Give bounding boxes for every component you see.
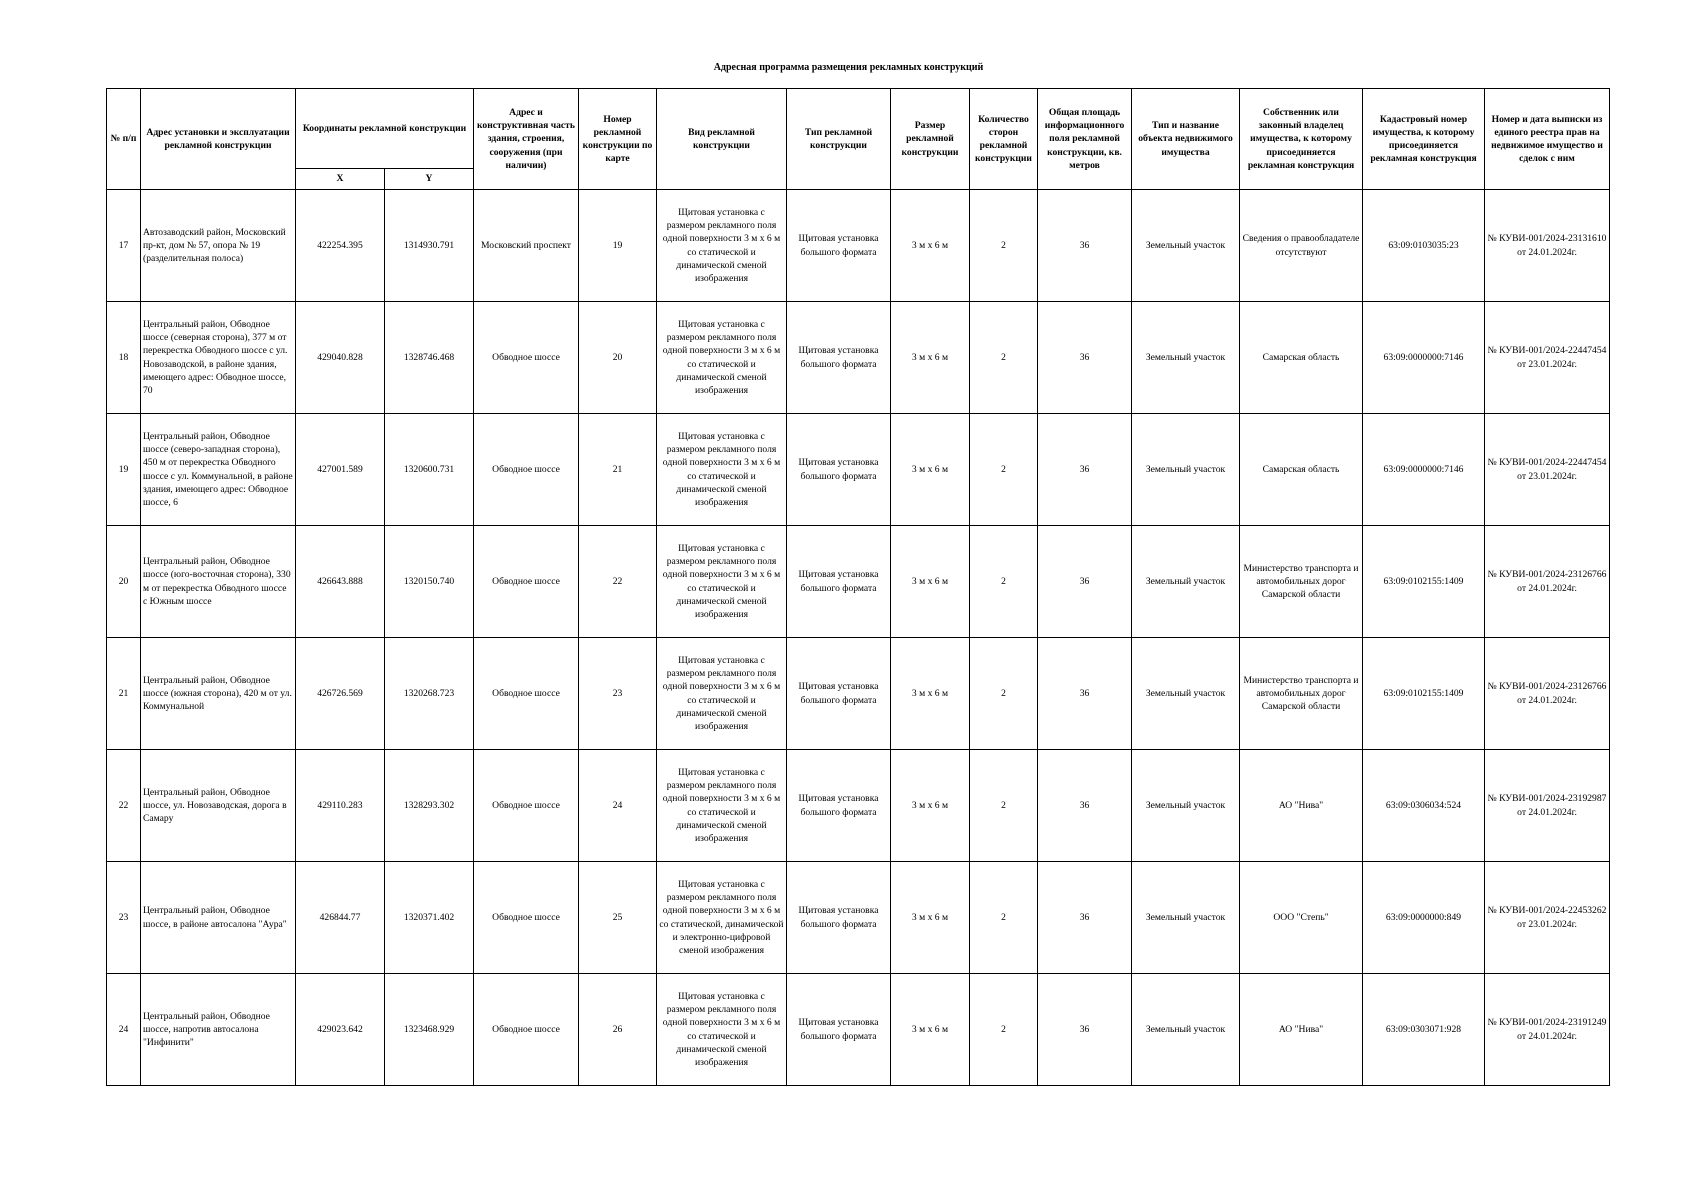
table-row (107, 862, 1610, 974)
cell-extract: № КУВИ-001/2024-22447454 от 23.01.2024г. (1485, 414, 1610, 526)
header-area: Общая площадь информационного поля рекламной конструкции, кв. метров (1038, 89, 1132, 190)
table-body (107, 190, 1610, 1086)
cell-type: Щитовая установка большого формата (787, 750, 891, 862)
cell-y: 1328293.302 (385, 750, 474, 862)
cell-y: 1320150.740 (385, 526, 474, 638)
cell-address: Центральный район, Обводное шоссе (северо-западная сторона), 450 м от перекрестка Обводного шоссе с ул. Коммунальной, в районе здания, имеющего адрес: Обводное шоссе, 6 (141, 414, 296, 526)
cell-address: Центральный район, Обводное шоссе (юго-восточная сторона), 330 м от перекрестка Обводного шоссе с Южным шоссе (141, 526, 296, 638)
cell-num: 21 (107, 638, 141, 750)
header-map-number: Номер рекламной конструкции по карте (579, 89, 657, 190)
cell-type: Щитовая установка большого формата (787, 302, 891, 414)
cell-y: 1314930.791 (385, 190, 474, 302)
cell-extract: № КУВИ-001/2024-22447454 от 23.01.2024г. (1485, 302, 1610, 414)
cell-kind: Щитовая установка с размером рекламного поля одной поверхности 3 м х 6 м со статической и динамической сменой изображения (657, 974, 787, 1086)
header-sides: Количество сторон рекламной конструкции (970, 89, 1038, 190)
header-num: № п/п (107, 89, 141, 190)
cell-y: 1328746.468 (385, 302, 474, 414)
cell-property: Земельный участок (1132, 526, 1240, 638)
cell-map-number: 22 (579, 526, 657, 638)
cell-extract: № КУВИ-001/2024-23126766 от 24.01.2024г. (1485, 526, 1610, 638)
cell-size: 3 м х 6 м (891, 190, 970, 302)
cell-type: Щитовая установка большого формата (787, 414, 891, 526)
cell-size: 3 м х 6 м (891, 526, 970, 638)
table-row (107, 526, 1610, 638)
cell-address: Автозаводский район, Московский пр-кт, дом № 57, опора № 19 (разделительная полоса) (141, 190, 296, 302)
cell-type: Щитовая установка большого формата (787, 862, 891, 974)
cell-area: 36 (1038, 974, 1132, 1086)
cell-size: 3 м х 6 м (891, 750, 970, 862)
cell-building: Обводное шоссе (474, 302, 579, 414)
cell-owner: Министерство транспорта и автомобильных дорог Самарской области (1240, 638, 1363, 750)
cell-num: 20 (107, 526, 141, 638)
cell-property: Земельный участок (1132, 974, 1240, 1086)
cell-extract: № КУВИ-001/2024-23191249 от 24.01.2024г. (1485, 974, 1610, 1086)
cell-num: 24 (107, 974, 141, 1086)
cell-owner: АО "Нива" (1240, 974, 1363, 1086)
cell-cadastral: 63:09:0306034:524 (1363, 750, 1485, 862)
cell-sides: 2 (970, 190, 1038, 302)
cell-kind: Щитовая установка с размером рекламного поля одной поверхности 3 м х 6 м со статической и динамической сменой изображения (657, 190, 787, 302)
cell-sides: 2 (970, 414, 1038, 526)
cell-x: 426726.569 (296, 638, 385, 750)
cell-map-number: 24 (579, 750, 657, 862)
cell-cadastral: 63:09:0102155:1409 (1363, 526, 1485, 638)
cell-area: 36 (1038, 750, 1132, 862)
cell-cadastral: 63:09:0303071:928 (1363, 974, 1485, 1086)
cell-address: Центральный район, Обводное шоссе (северная сторона), 377 м от перекрестка Обводного шоссе с ул. Новозаводской, в районе здания, имеющего адрес: Обводное шоссе, 70 (141, 302, 296, 414)
cell-num: 23 (107, 862, 141, 974)
cell-extract: № КУВИ-001/2024-23126766 от 24.01.2024г. (1485, 638, 1610, 750)
header-owner: Собственник или законный владелец имущества, к которому присоединяется рекламная конструкция (1240, 89, 1363, 190)
cell-owner: АО "Нива" (1240, 750, 1363, 862)
cell-cadastral: 63:09:0103035:23 (1363, 190, 1485, 302)
cell-size: 3 м х 6 м (891, 302, 970, 414)
cell-cadastral: 63:09:0000000:849 (1363, 862, 1485, 974)
cell-building: Московский проспект (474, 190, 579, 302)
cell-owner: Самарская область (1240, 414, 1363, 526)
cell-area: 36 (1038, 638, 1132, 750)
cell-y: 1323468.929 (385, 974, 474, 1086)
cell-building: Обводное шоссе (474, 750, 579, 862)
cell-extract: № КУВИ-001/2024-22453262 от 23.01.2024г. (1485, 862, 1610, 974)
cell-type: Щитовая установка большого формата (787, 974, 891, 1086)
cell-building: Обводное шоссе (474, 638, 579, 750)
cell-x: 426643.888 (296, 526, 385, 638)
cell-y: 1320268.723 (385, 638, 474, 750)
cell-sides: 2 (970, 302, 1038, 414)
table-row (107, 190, 1610, 302)
cell-address: Центральный район, Обводное шоссе (южная сторона), 420 м от ул. Коммунальной (141, 638, 296, 750)
page-title: Адресная программа размещения рекламных конструкций (713, 62, 984, 73)
advertising-program-table (106, 88, 1610, 1086)
header-size: Размер рекламной конструкции (891, 89, 970, 190)
table-row (107, 974, 1610, 1086)
table-row (107, 750, 1610, 862)
cell-kind: Щитовая установка с размером рекламного поля одной поверхности 3 м х 6 м со статической и динамической сменой изображения (657, 638, 787, 750)
cell-area: 36 (1038, 414, 1132, 526)
cell-x: 429110.283 (296, 750, 385, 862)
header-coords: Координаты рекламной конструкции (296, 89, 474, 169)
header-property: Тип и название объекта недвижимого имущества (1132, 89, 1240, 190)
header-building: Адрес и конструктивная часть здания, строения, сооружения (при наличии) (474, 89, 579, 190)
cell-property: Земельный участок (1132, 862, 1240, 974)
cell-size: 3 м х 6 м (891, 638, 970, 750)
cell-area: 36 (1038, 190, 1132, 302)
cell-building: Обводное шоссе (474, 526, 579, 638)
cell-owner: Самарская область (1240, 302, 1363, 414)
cell-area: 36 (1038, 862, 1132, 974)
cell-num: 18 (107, 302, 141, 414)
cell-sides: 2 (970, 638, 1038, 750)
cell-num: 22 (107, 750, 141, 862)
header-x: X (296, 169, 385, 190)
cell-building: Обводное шоссе (474, 974, 579, 1086)
header-kind: Вид рекламной конструкции (657, 89, 787, 190)
cell-sides: 2 (970, 526, 1038, 638)
cell-property: Земельный участок (1132, 750, 1240, 862)
cell-x: 429040.828 (296, 302, 385, 414)
cell-address: Центральный район, Обводное шоссе, ул. Новозаводская, дорога в Самару (141, 750, 296, 862)
cell-owner: Министерство транспорта и автомобильных дорог Самарской области (1240, 526, 1363, 638)
header-type: Тип рекламной конструкции (787, 89, 891, 190)
table-row (107, 638, 1610, 750)
cell-extract: № КУВИ-001/2024-23131610 от 24.01.2024г. (1485, 190, 1610, 302)
header-address: Адрес установки и эксплуатации рекламной конструкции (141, 89, 296, 190)
table-row (107, 414, 1610, 526)
table-row (107, 302, 1610, 414)
cell-map-number: 21 (579, 414, 657, 526)
cell-x: 427001.589 (296, 414, 385, 526)
cell-kind: Щитовая установка с размером рекламного поля одной поверхности 3 м х 6 м со статической и динамической сменой изображения (657, 526, 787, 638)
cell-cadastral: 63:09:0000000:7146 (1363, 414, 1485, 526)
header-extract: Номер и дата выписки из единого реестра прав на недвижимое имущество и сделок с ним (1485, 89, 1610, 190)
cell-property: Земельный участок (1132, 302, 1240, 414)
cell-y: 1320371.402 (385, 862, 474, 974)
cell-owner: Сведения о правообладателе отсутствуют (1240, 190, 1363, 302)
cell-sides: 2 (970, 862, 1038, 974)
cell-property: Земельный участок (1132, 190, 1240, 302)
cell-x: 422254.395 (296, 190, 385, 302)
header-y: Y (385, 169, 474, 190)
cell-property: Земельный участок (1132, 414, 1240, 526)
cell-area: 36 (1038, 526, 1132, 638)
cell-sides: 2 (970, 750, 1038, 862)
cell-type: Щитовая установка большого формата (787, 190, 891, 302)
cell-map-number: 23 (579, 638, 657, 750)
cell-map-number: 25 (579, 862, 657, 974)
cell-num: 19 (107, 414, 141, 526)
table-header (107, 89, 1610, 190)
cell-type: Щитовая установка большого формата (787, 638, 891, 750)
cell-size: 3 м х 6 м (891, 974, 970, 1086)
cell-address: Центральный район, Обводное шоссе, в районе автосалона "Аура" (141, 862, 296, 974)
cell-map-number: 20 (579, 302, 657, 414)
cell-y: 1320600.731 (385, 414, 474, 526)
cell-building: Обводное шоссе (474, 862, 579, 974)
cell-sides: 2 (970, 974, 1038, 1086)
cell-address: Центральный район, Обводное шоссе, напротив автосалона "Инфинити" (141, 974, 296, 1086)
header-cadastral: Кадастровый номер имущества, к которому присоединяется рекламная конструкция (1363, 89, 1485, 190)
cell-property: Земельный участок (1132, 638, 1240, 750)
cell-area: 36 (1038, 302, 1132, 414)
cell-size: 3 м х 6 м (891, 414, 970, 526)
cell-owner: ООО "Степь" (1240, 862, 1363, 974)
cell-kind: Щитовая установка с размером рекламного поля одной поверхности 3 м х 6 м со статической, динамической и электронно-цифровой сменой изображения (657, 862, 787, 974)
cell-x: 429023.642 (296, 974, 385, 1086)
cell-x: 426844.77 (296, 862, 385, 974)
cell-kind: Щитовая установка с размером рекламного поля одной поверхности 3 м х 6 м со статической и динамической сменой изображения (657, 302, 787, 414)
cell-building: Обводное шоссе (474, 414, 579, 526)
cell-num: 17 (107, 190, 141, 302)
cell-size: 3 м х 6 м (891, 862, 970, 974)
cell-cadastral: 63:09:0102155:1409 (1363, 638, 1485, 750)
cell-map-number: 26 (579, 974, 657, 1086)
cell-cadastral: 63:09:0000000:7146 (1363, 302, 1485, 414)
cell-kind: Щитовая установка с размером рекламного поля одной поверхности 3 м х 6 м со статической и динамической сменой изображения (657, 750, 787, 862)
cell-kind: Щитовая установка с размером рекламного поля одной поверхности 3 м х 6 м со статической и динамической сменой изображения (657, 414, 787, 526)
cell-extract: № КУВИ-001/2024-23192987 от 24.01.2024г. (1485, 750, 1610, 862)
cell-type: Щитовая установка большого формата (787, 526, 891, 638)
cell-map-number: 19 (579, 190, 657, 302)
